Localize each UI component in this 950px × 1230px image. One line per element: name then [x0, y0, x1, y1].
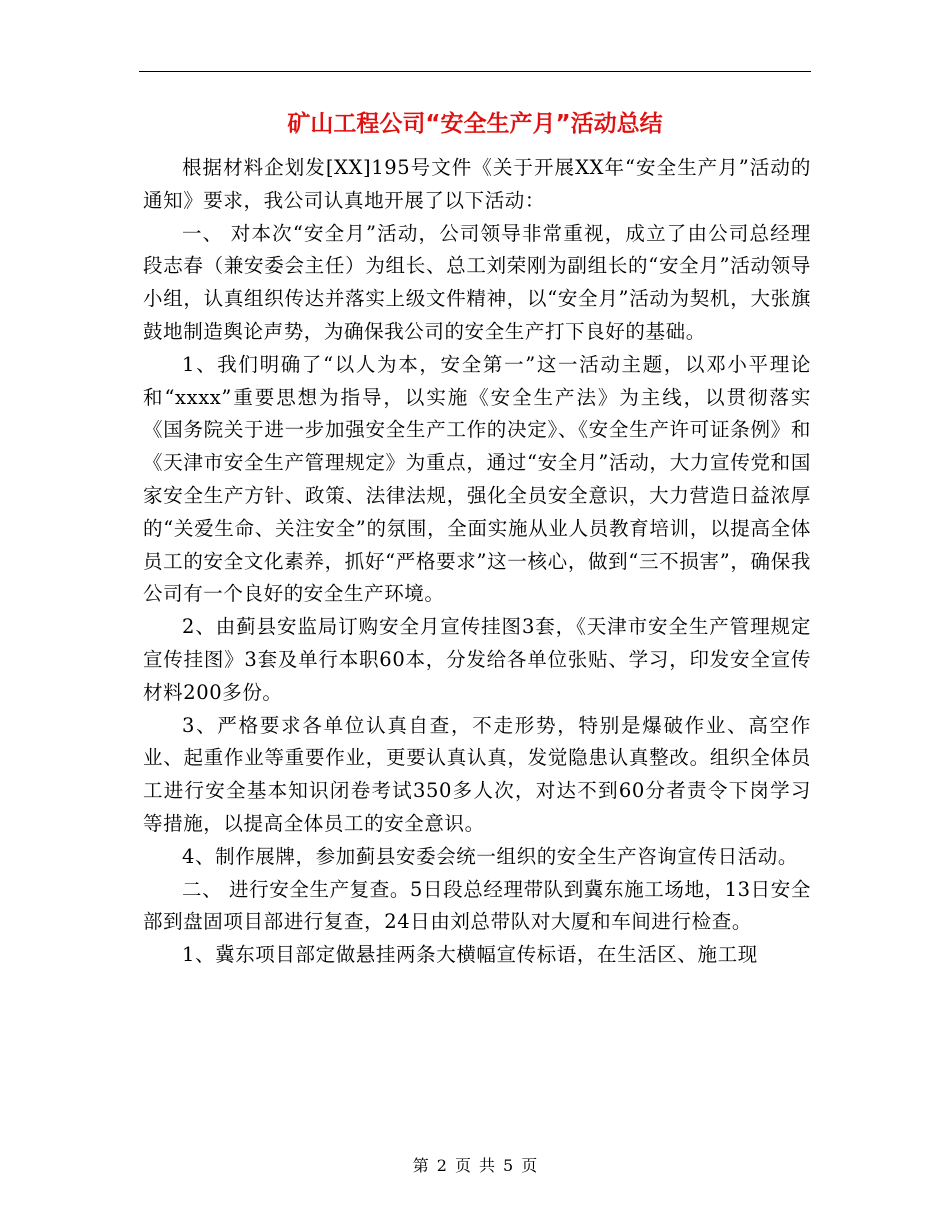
current-page-number: 2 — [436, 1156, 447, 1175]
paragraph-item-4: 4、制作展牌，参加蓟县安委会统一组织的安全生产咨询宣传日活动。 — [182, 844, 799, 868]
document-body — [143, 152, 811, 972]
paragraph-section-1: 一、 对本次“安全月”活动，公司领导非常重视，成立了由公司总经理段志春（兼安委会主任）为组长、总工刘荣刚为副组长的“安全月”活动领导小组，认真组织传达并落实上级文件精神，以“安全月”活动为契机，大张旗鼓地制造舆论声势，为确保我公司的安全生产打下良好的基础。 — [143, 221, 811, 343]
header-rule — [139, 71, 811, 72]
document-title: 矿山工程公司“安全生产月”活动总结 — [287, 111, 663, 137]
paragraph-item-3: 3、严格要求各单位认真自查，不走形势，特别是爆破作业、高空作业、起重作业等重要作业，更要认真认真，发觉隐患认真整改。组织全体员工进行安全基本知识闭卷考试350多人次，对达不到60分者责令下岗学习等措施，以提高全体员工的安全意识。 — [143, 713, 811, 835]
paragraph-intro: 根据材料企划发[XX]195号文件《关于开展XX年“安全生产月”活动的通知》要求，我公司认真地开展了以下活动： — [143, 156, 811, 212]
page-footer — [0, 1155, 950, 1177]
page-unit: 页 — [454, 1156, 471, 1175]
paragraph-item-1: 1、我们明确了“以人为本，安全第一”这一活动主题，以邓小平理论和“xxxx”重要思想为指导，以实施《安全生产法》为主线，以贯彻落实《国务院关于进一步加强安全生产工作的决定》、《安全生产许可证条例》和《天津市安全生产管理规定》为重点，通过“安全月”活动，大力宣传党和国家安全生产方针、政策、法律法规，强化全员安全意识，大力营造日益浓厚的“关爱生命、关注安全”的氛围，全面实施从业人员教育培训，以提高全体员工的安全文化素养，抓好“严格要求”这一核心，做到“三不损害”，确保我公司有一个良好的安全生产环境。 — [143, 352, 811, 606]
total-unit: 页 — [521, 1156, 538, 1175]
total-prefix: 共 — [479, 1156, 496, 1175]
paragraph-section-2-item-1: 1、冀东项目部定做悬挂两条大横幅宣传标语，在生活区、施工现 — [182, 943, 758, 967]
page-prefix: 第 — [412, 1156, 429, 1175]
paragraph-section-2: 二、 进行安全生产复查。5日段总经理带队到冀东施工场地，13日安全部到盘固项目部进行复查，24日由刘总带队对大厦和车间进行检查。 — [143, 877, 811, 934]
total-page-number: 5 — [503, 1156, 514, 1175]
paragraph-item-2: 2、由蓟县安监局订购安全月宣传挂图3套，《天津市安全生产管理规定宣传挂图》3套及单行本职60本，分发给各单位张贴、学习，印发安全宣传材料200多份。 — [143, 615, 811, 704]
